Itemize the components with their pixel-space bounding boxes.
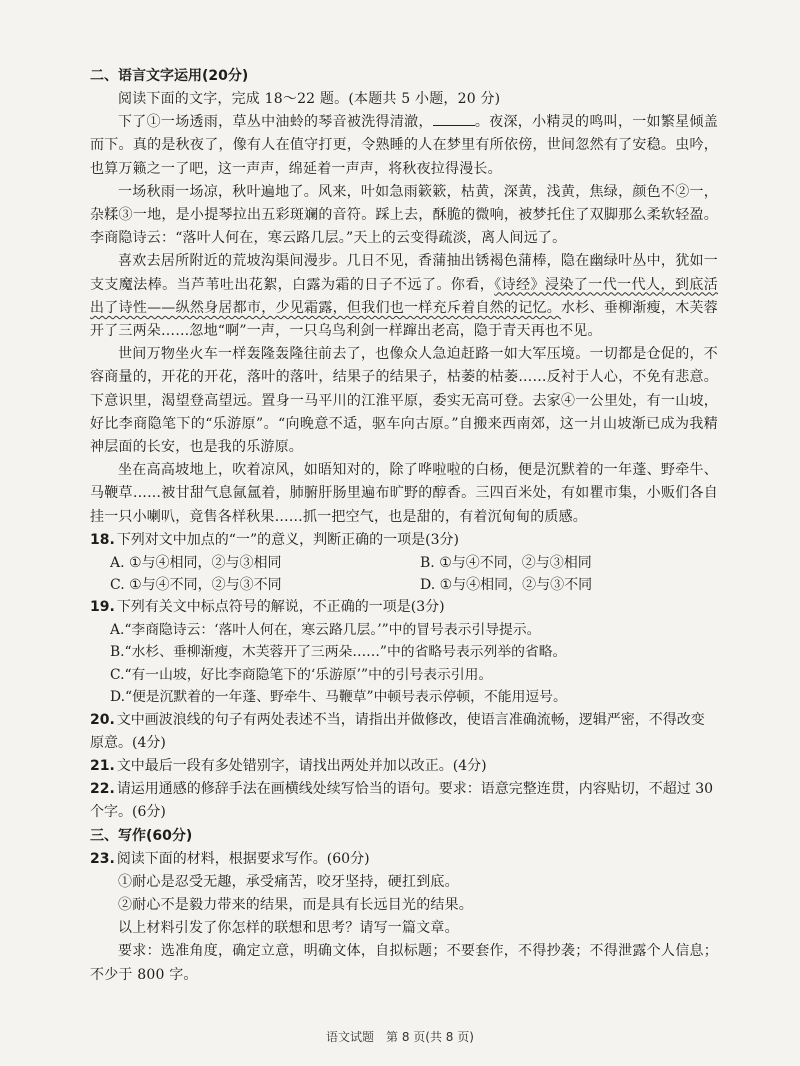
question-text: 请运用通感的修辞手法在画横线处续写恰当的语句。要求：语意完整连贯，内容贴切，不超过 30 个字。(6分)	[90, 780, 714, 820]
question-text: 下列有关文中标点符号的解说，不正确的一项是(3分)	[116, 598, 445, 615]
option-b: B.“水杉、垂柳渐瘦，木芙蓉开了三两朵……”中的省略号表示列举的省略。	[110, 644, 567, 661]
wavy-underlined-sentence: 《诗经》浸染了一代一代人，到底活出了诗性——纵然身居都市，少见霜露，但我们也一样充斥着自然的记忆。	[90, 276, 718, 316]
option-c: C.“有一山坡，好比李商隐笔下的‘乐游原’”中的引号表示引用。	[110, 666, 493, 683]
question-text: 文中画波浪线的句子有两处表述不当，请指出并做修改，使语言准确流畅，逻辑严密，不得改变原意。(4分)	[90, 711, 705, 751]
option-a: A.“李商隐诗云：‘落叶人何在，寒云路几层。’”中的冒号表示引导提示。	[110, 621, 541, 638]
passage-paragraph-2: 一场秋雨一场凉，秋叶遍地了。风来，叶如急雨簌簌，枯黄，深黄，浅黄，焦绿，颜色不②一，杂糅③一地，是小提琴拉出五彩斑斓的音符。踩上去，酥脆的微响，被梦托住了双脚那么柔软轻盈。李商隐诗云：“落叶人何在，寒云路几层。”天上的云变得疏淡，离人间远了。	[90, 183, 718, 247]
page-footer: 语文试题 第 8 页(共 8 页)	[326, 1030, 474, 1044]
passage-paragraph-3	[90, 250, 718, 343]
question-18-options	[90, 552, 718, 596]
section-2-instruction: 阅读下面的文字，完成 18～22 题。(本题共 5 小题，20 分)	[118, 91, 501, 107]
material-2: ②耐心不是毅力带来的结果，而是具有长远目光的结果。	[118, 897, 473, 914]
passage-p1-text-a: 下了①一场透雨，草丛中油蛉的琴音被洗得清澈，	[118, 114, 433, 131]
question-21	[90, 755, 718, 778]
material-1: ①耐心是忍受无趣，承受痛苦，咬牙坚持，硬扛到底。	[118, 873, 459, 890]
question-20	[90, 709, 718, 755]
passage-paragraph-4: 世间万物坐火车一样轰隆轰隆往前去了，也像众人急迫赶路一如大军压境。一切都是仓促的，不容商量的，开花的开花，落叶的落叶，结果子的结果子，枯萎的枯萎……反衬于人心，不免有悲意。下意识里，渴望登高望远。置身一马平川的江淮平原，委实无高可登。去家④一公里处，有一山坡，好比李商隐笔下的“乐游原”。“向晚意不适，驱车向古原。”自搬来西南郊，这一爿山坡渐已成为我精神层面的长安，也是我的乐游原。	[90, 346, 718, 456]
passage-p3-text-a: 喜欢去居所附近的荒坡沟渠间漫步。几日不见，香蒲抽出锈褐色蒲棒，隐在幽绿叶丛中，犹如一支支魔法棒。当芦苇吐出花絮，白露为霜的日子不远了。你看，	[90, 253, 718, 293]
question-22	[90, 778, 718, 824]
fill-blank-line	[433, 111, 475, 126]
passage-paragraph-5: 坐在高高坡地上，吹着凉风，如晤知对的，除了哗啦啦的白杨，便是沉默着的一年蓬、野牵牛、马鞭草……被甘甜气息氤氲着，肺腑肝肠里遍布旷野的醇香。三四百米处，有如瞿市集，小贩们各自挂一只小喇叭，竟售各样秋果……抓一把空气，也是甜的，有着沉甸甸的质感。	[90, 462, 718, 525]
section-3-title: 三、写作(60分)	[90, 827, 193, 844]
writing-prompt: 以上材料引发了你怎样的联想和思考？请写一篇文章。	[118, 920, 459, 937]
question-text: 阅读下面的材料，根据要求写作。(60分)	[116, 850, 370, 867]
question-number: 23.	[90, 850, 115, 867]
question-text: 文中最后一段有多处错别字，请找出两处并加以改正。(4分)	[116, 757, 487, 774]
writing-requirements: 要求：选准角度，确定立意，明确文体，自拟标题；不要套作，不得抄袭；不得泄露个人信息；不少于 800 字。	[90, 943, 718, 983]
section-2-title: 二、语言文字运用(20分)	[90, 68, 249, 84]
question-number: 22.	[90, 780, 115, 797]
option-c: C. ①与④不同，②与③不同	[110, 576, 282, 593]
question-19	[90, 596, 718, 619]
option-d: D.“便是沉默着的一年蓬、野牵牛、马鞭草”中顿号表示停顿，不能用逗号。	[110, 689, 567, 706]
passage-p1-text-b: 。夜深，小精灵的鸣叫，一如繁星倾盖而下。真的是秋夜了，像有人在值守打更，令熟睡的人在梦里有所依傍，世间忽然有了安稳。虫吟，也算万籁之一了吧，这一声声，绵延着一声声，将秋夜拉得漫长。	[90, 114, 718, 177]
passage-paragraph-1	[90, 111, 718, 181]
question-number: 18.	[90, 531, 115, 548]
question-23	[90, 848, 718, 871]
option-d: D. ①与④相同，②与③不同	[420, 576, 593, 593]
question-number: 19.	[90, 598, 115, 615]
passage-p3-text-b: 水杉、垂柳渐瘦，木芙蓉开了三两朵……忽地“啊”一声，一只乌鸟利剑一样蹿出老高，隐于青天再也不见。	[90, 299, 718, 340]
question-number: 20.	[90, 711, 115, 728]
option-a: A. ①与④相同，②与③相同	[110, 554, 282, 571]
page-content	[90, 64, 718, 987]
question-18	[90, 529, 718, 552]
question-text: 下列对文中加点的“一”的意义，判断正确的一项是(3分)	[116, 531, 459, 548]
option-b: B. ①与④不同，②与③相同	[420, 554, 592, 571]
question-number: 21.	[90, 757, 115, 774]
